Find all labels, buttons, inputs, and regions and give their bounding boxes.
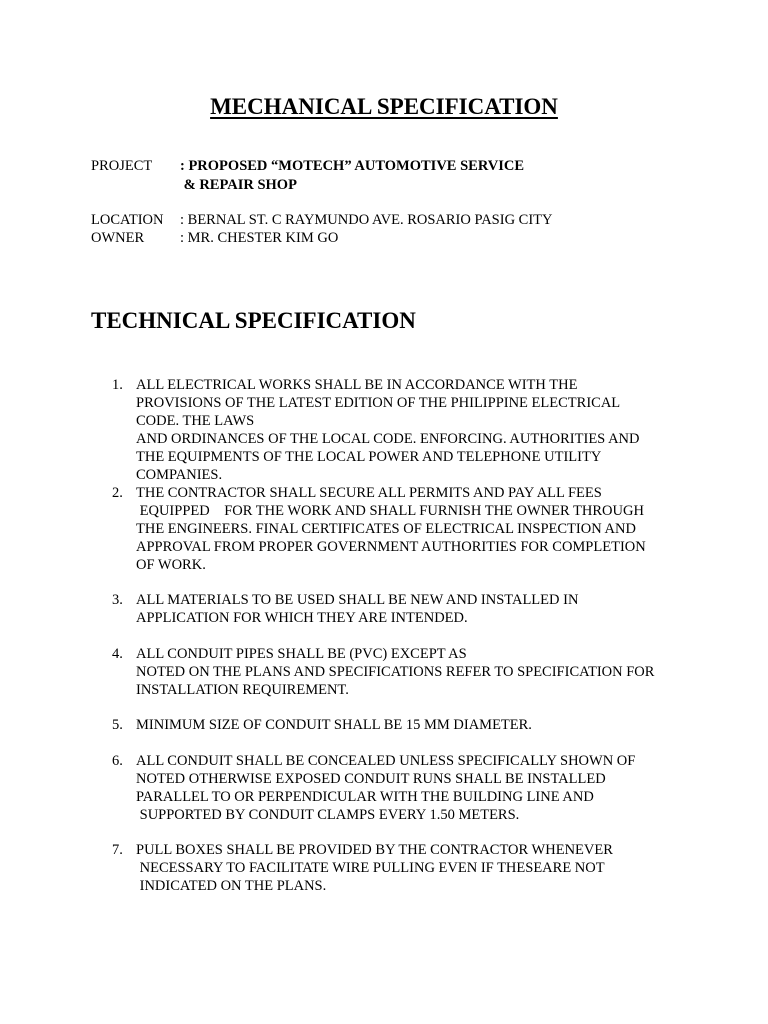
list-item-line: COMPANIES. — [136, 467, 223, 483]
list-item-line: ALL CONDUIT SHALL BE CONCEALED UNLESS SPECIFICALLY SHOWN OF — [136, 753, 636, 769]
list-item-line: PULL BOXES SHALL BE PROVIDED BY THE CONTRACTOR WHENEVER — [136, 842, 613, 858]
document-title — [0, 94, 768, 120]
location-label: LOCATION — [91, 212, 164, 228]
list-item-line: PROVISIONS OF THE LATEST EDITION OF THE PHILIPPINE ELECTRICAL — [136, 395, 621, 411]
list-item-line: THE EQUIPMENTS OF THE LOCAL POWER AND TELEPHONE UTILITY — [136, 449, 602, 465]
list-item-line: APPROVAL FROM PROPER GOVERNMENT AUTHORITIES FOR COMPLETION — [136, 539, 646, 555]
list-item-number: 4. — [112, 646, 123, 662]
list-item-text — [136, 716, 532, 734]
list-item-number: 5. — [112, 717, 123, 733]
list-item-number: 7. — [112, 842, 123, 858]
project-value-line1: : PROPOSED “MOTECH” AUTOMOTIVE SERVICE — [180, 158, 525, 174]
list-item-number: 2. — [112, 485, 123, 501]
list-item-line: OF WORK. — [136, 557, 206, 573]
list-item-text — [136, 376, 639, 484]
list-item-line: NECESSARY TO FACILITATE WIRE PULLING EVEN IF THESEARE NOT — [136, 860, 605, 876]
list-item-line: ALL CONDUIT PIPES SHALL BE (PVC) EXCEPT AS — [136, 646, 467, 662]
list-item-line: ALL MATERIALS TO BE USED SHALL BE NEW AND INSTALLED IN — [136, 592, 579, 608]
list-item-line: NOTED ON THE PLANS AND SPECIFICATIONS REFER TO SPECIFICATION FOR — [136, 664, 655, 680]
list-item-number: 6. — [112, 753, 123, 769]
list-item-line: AND ORDINANCES OF THE LOCAL CODE. ENFORCING. AUTHORITIES AND — [136, 431, 640, 447]
list-item-line: INDICATED ON THE PLANS. — [136, 878, 327, 894]
section-heading: TECHNICAL SPECIFICATION — [91, 308, 416, 333]
list-item-text — [136, 841, 613, 895]
location-value: : BERNAL ST. C RAYMUNDO AVE. ROSARIO PASIG CITY — [180, 212, 553, 228]
project-label: PROJECT — [91, 158, 153, 174]
list-item-line: THE CONTRACTOR SHALL SECURE ALL PERMITS AND PAY ALL FEES — [136, 485, 602, 501]
project-row-continued — [91, 176, 297, 212]
list-item-line: INSTALLATION REQUIREMENT. — [136, 682, 349, 698]
list-item-text — [136, 752, 635, 824]
list-item-line: SUPPORTED BY CONDUIT CLAMPS EVERY 1.50 METERS. — [136, 807, 520, 823]
list-item-line: THE ENGINEERS. FINAL CERTIFICATES OF ELECTRICAL INSPECTION AND — [136, 521, 636, 537]
list-item-text — [136, 645, 654, 699]
list-item-text — [136, 484, 646, 574]
list-item-line: CODE. THE LAWS — [136, 413, 255, 429]
owner-row — [91, 229, 339, 283]
list-item-line: APPLICATION FOR WHICH THEY ARE INTENDED. — [136, 610, 468, 626]
list-item-number: 1. — [112, 377, 123, 393]
list-item-line: EQUIPPED FOR THE WORK AND SHALL FURNISH THE OWNER THROUGH — [136, 503, 644, 519]
list-item-line: PARALLEL TO OR PERPENDICULAR WITH THE BUILDING LINE AND — [136, 789, 594, 805]
list-item-text — [136, 591, 578, 627]
document-title-text: MECHANICAL SPECIFICATION — [210, 94, 558, 119]
owner-value: : MR. CHESTER KIM GO — [180, 230, 339, 246]
list-item-number: 3. — [112, 592, 123, 608]
project-value-line2: & REPAIR SHOP — [180, 177, 297, 193]
list-item-line: MINIMUM SIZE OF CONDUIT SHALL BE 15 MM DIAMETER. — [136, 717, 532, 733]
owner-label: OWNER — [91, 230, 145, 246]
list-item-line: ALL ELECTRICAL WORKS SHALL BE IN ACCORDANCE WITH THE — [136, 377, 578, 393]
list-item-line: NOTED OTHERWISE EXPOSED CONDUIT RUNS SHALL BE INSTALLED — [136, 771, 606, 787]
